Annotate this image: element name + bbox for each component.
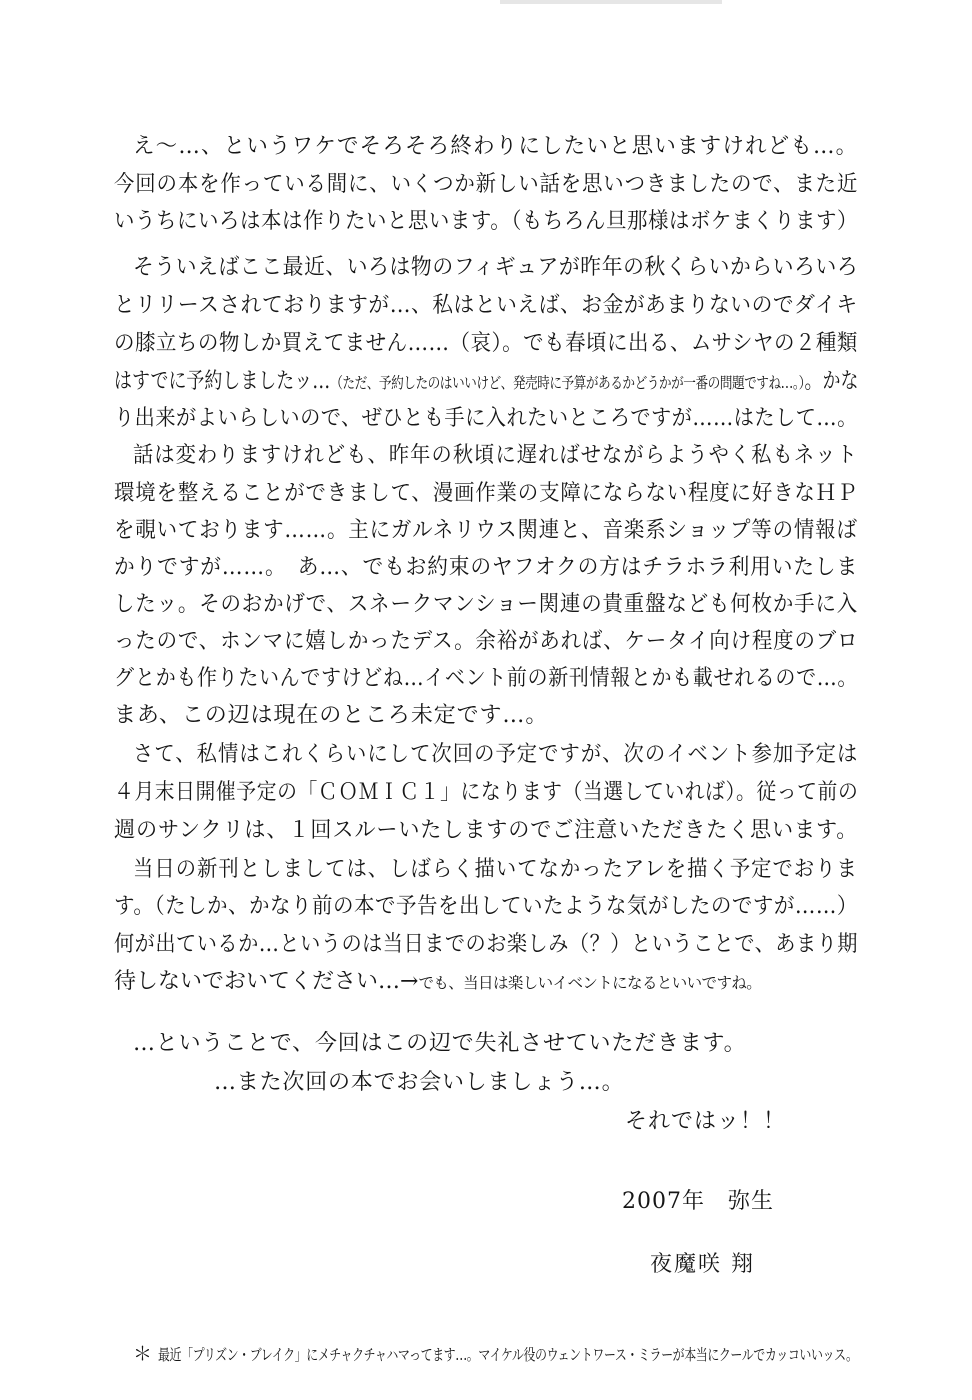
text-line: そういえばここ最近、いろは物のフィギュアが昨年の秋くらいからいろいろ xyxy=(133,255,859,280)
closing-signoff: それではッ！！ xyxy=(625,1109,787,1134)
aside-small-text: でも、当日は楽しいイベントになるといいですね。 xyxy=(418,974,762,992)
text-line: 週のサンクリは、１回スルーいたしますのでご注意いただきたく思います。 xyxy=(114,818,859,843)
text-line: を覗いております……。主にガルネリウス関連と、音楽系ショップ等の情報ば xyxy=(114,518,858,543)
text-line: 環境を整えることができまして、漫画作業の支障にならない程度に好きなＨＰ xyxy=(114,481,859,506)
text-line xyxy=(114,368,858,397)
text-line: り出来がよいらしいので、ぜひとも手に入れたいところですが……はたして…。 xyxy=(114,406,858,431)
aside-small-text: （ただ、予約したのはいいけど、発売時に予算があるかどうかが一番の問題ですね…。） xyxy=(330,374,805,392)
footnote-text: 最近「プリズン・ブレイク」にメチャクチャハマってます…。マイケル役のウェントワース・ミラーが本当にクールでカッコいいッス。 xyxy=(158,1346,858,1364)
text-run: 待しないでおいてください…→ xyxy=(114,969,419,994)
closing-line: …ということで、今回はこの辺で失礼させていただきます。 xyxy=(133,1031,747,1056)
text-line: 今回の本を作っている間に、いくつか新しい話を思いつきましたので、また近 xyxy=(114,172,859,197)
scan-edge-mark xyxy=(500,0,722,4)
text-line: かりですが……。 あ…、でもお約束のヤフオクの方はチラホラ利用いたしま xyxy=(114,555,859,580)
text-line: す。（たしか、かなり前の本で予告を出していたような気がしたのですが……） xyxy=(114,894,858,919)
text-line: したッ。そのおかげで、スネークマンショー関連の貴重盤なども何枚か手に入 xyxy=(114,592,859,617)
text-line xyxy=(114,968,761,997)
text-line: 話は変わりますけれども、昨年の秋頃に遅ればせながらようやく私もネット xyxy=(133,443,858,468)
text-line: 当日の新刊としましては、しばらく描いてなかったアレを描く予定でおりま xyxy=(133,857,858,882)
text-run: 。かな xyxy=(804,369,859,394)
signature-author: 夜魔咲 翔 xyxy=(650,1252,755,1277)
text-line: まあ、この辺は現在のところ未定です…。 xyxy=(114,703,549,728)
text-line: とリリースされておりますが…、私はといえば、お金があまりないのでダイキ xyxy=(114,293,858,318)
text-run: はすでに予約しましたッ… xyxy=(114,369,331,394)
text-line: さて、私情はこれくらいにして次回の予定ですが、次のイベント参加予定は xyxy=(133,742,859,767)
signature-date: 2007年 弥生 xyxy=(622,1189,774,1214)
text-line: 何が出ているか…というのは当日までのお楽しみ（？）ということで、あまり期 xyxy=(114,932,859,957)
text-line: ったので、ホンマに嬉しかったデス。余裕があれば、ケータイ向け程度のブロ xyxy=(114,629,859,654)
text-line: ４月末日開催予定の「ＣＯＭＩＣ１」になります（当選していれば）。従って前の xyxy=(114,780,859,805)
text-line: グとかも作りたいんですけどね…イベント前の新刊情報とかも載せれるので…。 xyxy=(114,666,859,691)
text-line: え～…、というワケでそろそろ終わりにしたいと思いますけれども…。 xyxy=(133,134,859,159)
footnote-marker: ＊ xyxy=(133,1343,153,1365)
text-line: の膝立ちの物しか買えてません……（哀）。でも春頃に出る、ムサシヤの２種類 xyxy=(114,331,858,356)
text-line: いうちにいろは本は作りたいと思います。（もちろん旦那様はボケまくります） xyxy=(114,209,858,234)
closing-line: …また次回の本でお会いしましょう…。 xyxy=(214,1070,625,1095)
